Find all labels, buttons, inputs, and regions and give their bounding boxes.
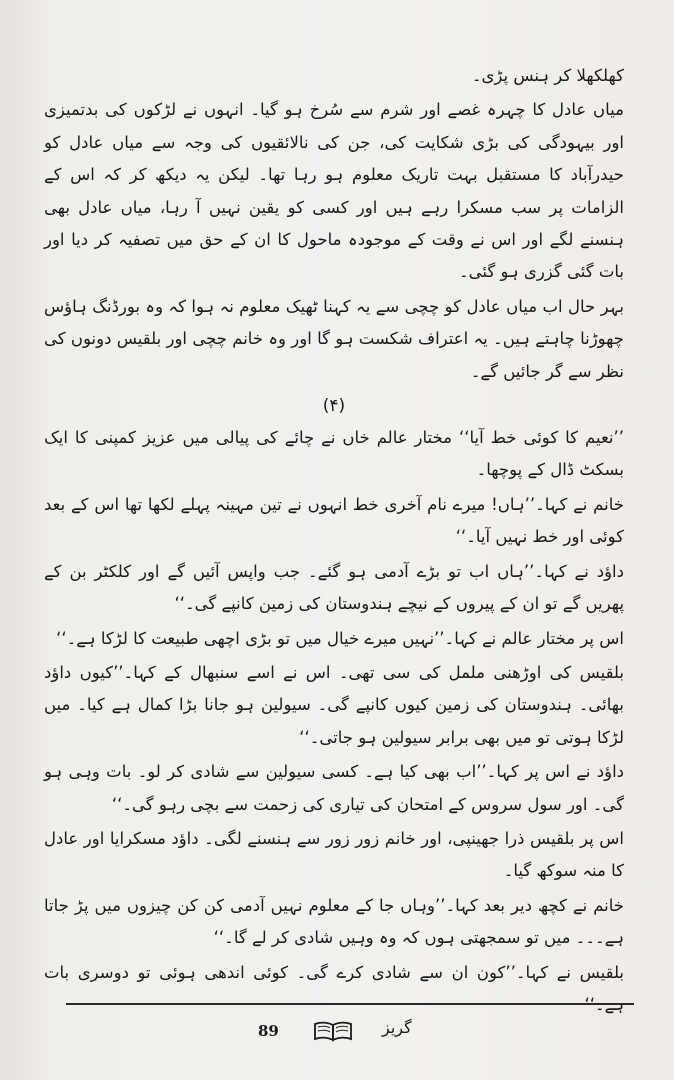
page-footer <box>0 1012 674 1046</box>
paragraph: بہر حال اب میاں عادل کو چچی سے یہ کہنا ٹھیک معلوم نہ ہوا کہ وہ بورڈنگ ہاؤس چھوڑنا چاہتے ہیں۔ یہ اعتراف شکست ہو گا اور وہ خانم چچی اور بلقیس دونوں کی نظر سے گر جائیں گے۔ <box>44 296 624 381</box>
open-book-icon <box>313 1020 353 1042</box>
paragraph: خانم نے کچھ دیر بعد کہا۔’’وہاں جا کے معلوم نہیں آدمی کن کن چیزوں میں پڑ جاتا ہے۔۔۔ میں تو سمجھتی ہوں کہ وہ وہیں شادی کر لے گا۔‘‘ <box>44 895 624 948</box>
footer-divider <box>66 1003 634 1005</box>
paragraph: بلقیس نے کہا۔’’کون ان سے شادی کرے گی۔ کوئی اندھی ہوئی تو دوسری بات ہے۔‘‘ <box>44 962 624 1014</box>
paragraph: ’’نعیم کا کوئی خط آیا‘‘ مختار عالم خاں نے چائے کی پیالی میں عزیز کمپنی کا ایک بسکٹ ڈال کے پوچھا۔ <box>44 428 624 480</box>
paragraph: خانم نے کہا۔’’ہاں! میرے نام آخری خط انہوں نے تین مہینہ پہلے لکھا تھا اس کے بعد کوئی اور خط نہیں آیا۔‘‘ <box>44 494 624 547</box>
paragraph: کھلکھلا کر ہنس پڑی۔ <box>471 66 624 85</box>
page-body <box>44 60 624 1021</box>
paragraph: بلقیس کی اوڑھنی ململ کی سی تھی۔ اس نے اسے سنبھال کے کہا۔’’کیوں داؤد بھائی۔ ہندوستان کی زمین کیوں کانپے گی۔ سیولین ہو جانا بڑا کمال ہے کیا۔ میں لڑکا ہوتی تو میں بھی برابر سیولین ہو جاتی۔‘‘ <box>44 662 624 747</box>
paragraph: داؤد نے کہا۔’’ہاں اب تو بڑے آدمی ہو گئے۔ جب واپس آئیں گے اور کلکٹر بن کے پھریں گے تو ان کے پیروں کے نیچے ہندوستان کی زمین کانپے گی۔‘‘ <box>44 561 624 614</box>
chapter-marker: (۴) <box>322 396 346 417</box>
paragraph: اس پر بلقیس ذرا جھینپی، اور خانم زور زور سے ہنسنے لگی۔ داؤد مسکرایا اور عادل کا منہ سوکھ گیا۔ <box>44 828 624 881</box>
paragraph: میاں عادل کا چہرہ غصے اور شرم سے سُرخ ہو گیا۔ انہوں نے لڑکوں کی بدتمیزی اور بیہودگی کی بڑی شکایت کی، جن کی نالائقیوں کی وجہ سے میاں عادل کو حیدرآباد کا مستقبل بہت تاریک معلوم ہو رہا تھا۔ لیکن یہ دیکھ کر کہ اس کے الزامات پر سب مسکرا رہے ہیں اور کسی کو یقین نہیں آ رہا، میاں عادل بھی ہنسنے لگے اور اس نے وقت کے موجودہ ماحول کا ان کے حق میں تصفیہ کر دیا اور بات گئی گزری ہو گئی۔ <box>44 100 624 282</box>
book-title: گریز <box>382 1018 412 1037</box>
paragraph: داؤد نے اس پر کہا۔’’اب بھی کیا ہے۔ کسی سیولین سے شادی کر لو۔ بات وہی ہو گی۔ اور سول سروس کے امتحان کی تیاری کی زحمت سے بچی رہو گی۔‘‘ <box>44 762 624 814</box>
paragraph: اس پر مختار عالم نے کہا۔’’نہیں میرے خیال میں تو بڑی اچھی طبیعت کا لڑکا ہے۔‘‘ <box>56 628 624 648</box>
page-number: 89 <box>258 1022 279 1040</box>
